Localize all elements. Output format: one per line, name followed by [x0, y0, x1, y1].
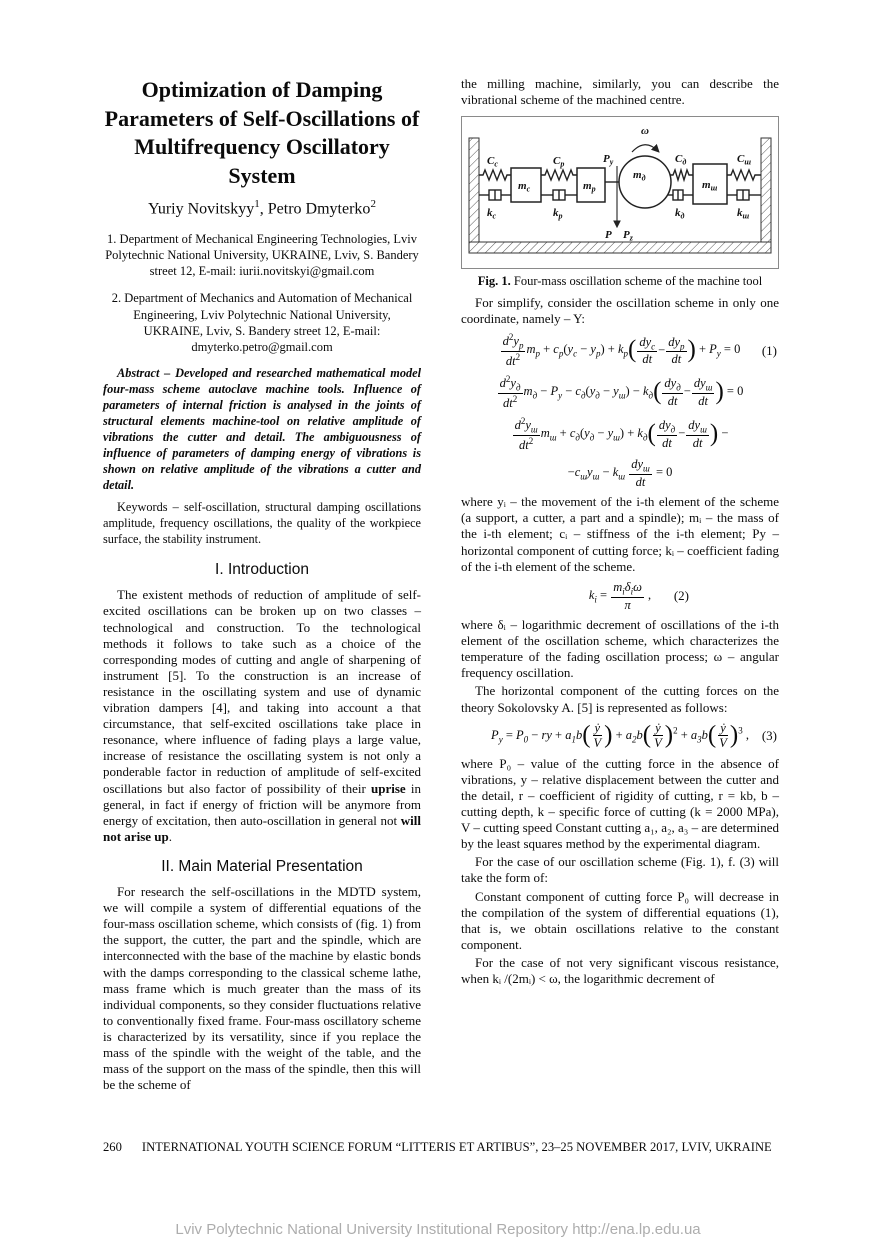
simplify-paragraph: For simplify, consider the oscillation scheme in only one coordinate, namely – Y:: [461, 295, 779, 327]
label-Cd: $C_д$: [675, 153, 687, 167]
two-column-layout: [103, 76, 779, 1095]
intro-text-b: in general, in fact if energy of friction will be anymore from energy of excitation, then auto-oscillation in general not: [103, 780, 421, 828]
equation-2-number: (2): [673, 587, 689, 603]
case-paragraph: For the case of our oscillation scheme (Fig. 1), f. (3) will take the form of:: [461, 854, 779, 886]
equation-1-line-3-row: [461, 416, 779, 453]
author-2-affiliation-mark: 2: [370, 198, 376, 211]
figure-1-caption-label: Fig. 1.: [477, 274, 511, 289]
equation-2-row: [461, 580, 779, 612]
section-1-heading: I. Introduction: [215, 561, 309, 579]
equation-2: $k_i$ = $\frac{m_i\delta_i\omega}{\pi}$ ,: [588, 579, 652, 612]
damper-ksh: [727, 190, 761, 200]
introduction-paragraph: [103, 587, 421, 845]
abstract: Abstract – Developed and researched mathematical model four-mass scheme autoclave machine tools. Influence of parameters of internal friction is analysed in the joints of structural elements machine-tool on relative amplitude of vibrations the cutter and detail. The ambiguousness of influence of parameters of damping energy of vibrations is shown on relative amplitude of the vibrations a cutter and detail.: [103, 366, 421, 493]
section-2-heading: II. Main Material Presentation: [161, 858, 363, 876]
paper-title: Optimization of Damping Parameters of Self-Oscillations of Multifrequency Oscillatory System: [104, 77, 420, 188]
repository-watermark: Lviv Polytechnic National University Institutional Repository http://ena.lp.edu.ua: [175, 1221, 701, 1238]
left-wall: [469, 138, 479, 242]
label-md: $m_д$: [633, 169, 646, 183]
figure-1: [461, 116, 779, 289]
sokolovsky-paragraph: The horizontal component of the cutting forces on the theory Sokolovsky A. [5] is represented as follows:: [461, 683, 779, 715]
intro-bold-uprise: uprise: [371, 780, 406, 796]
author-1-affiliation-mark: 1: [254, 198, 260, 211]
author-separator: ,: [259, 200, 268, 218]
continuation-paragraph: the milling machine, similarly, you can describe the vibrational scheme of the machined centre.: [461, 76, 779, 108]
author-2: Petro Dmyterko: [267, 200, 371, 218]
where-paragraph-1: where yᵢ – the movement of the i-th element of the scheme (a support, a cutter, a part and a spindle); mᵢ – the mass of the i-th element; cᵢ – stiffness of the i-th element; Py – horizontal component of cutting force; kᵢ – coefficient fading of the i-th element of the scheme.: [461, 494, 779, 574]
label-Pz: $P_z$: [623, 229, 633, 243]
equation-1-line-3: $\frac{d^2y_ш}{dt^2}$ $m_ш + c_д(y_д - y_ш) + k_д$( $\frac{dy_д}{dt}$ − $\frac{dy_ш}{dt}$ ) −: [514, 415, 729, 452]
label-Csh: $C_ш$: [737, 153, 752, 167]
spring-cc: [479, 170, 511, 180]
label-Py: $P_y$: [603, 153, 614, 167]
footer-conference-text: INTERNATIONAL YOUTH SCIENCE FORUM “LITTERIS ET ARTIBUS”, 23–25 NOVEMBER 2017, LVIV, UKRAINE: [141, 1140, 772, 1154]
equation-3: $P_y = P_0$ − ry + $a_1b$( $\frac{\text{ẏ}}{V}$ ) + $a_2b$( $\frac{\text{ẏ}}{V}$ )$^2 + a_3b$( $\frac{\text{ẏ}}{V}$ )$^3$ ,: [491, 720, 749, 751]
author-1: Yuriy Novitskyy: [148, 200, 255, 218]
label-mp: $m_p$: [583, 180, 596, 194]
figure-1-caption-text: Four-mass oscillation scheme of the machine tool: [510, 274, 763, 289]
where-paragraph-3: where P₀ – value of the cutting force in the absence of vibrations, y – relative displacement between the cutter and the detail, r – coefficient of rigidity of cutting, r = kb, b – cutting depth, k – specific force of cutting (k = 2000 MPa), V – cutting speed Constant cutting a₁, a₂, a₃ – are determined by the least squares method by the experimental diagram.: [461, 755, 779, 852]
label-kd: $k_д$: [675, 207, 685, 221]
right-wall: [761, 138, 771, 242]
figure-1-image: [461, 116, 779, 269]
equation-1-line-2: $\frac{d^2y_д}{dt^2}$ $m_д - P_y - c_д(y_д - y_ш) - k_д$( $\frac{dy_д}{dt}$ − $\frac{dy_ш}{dt}$ ) = 0: [499, 373, 744, 411]
label-P: P: [605, 229, 612, 242]
constant-component-paragraph: Constant component of cutting force P₀ will decrease in the compilation of the system of differential equations (1), that is, we obtain oscillations relative to the constant component.: [461, 888, 779, 952]
right-column: [461, 76, 779, 1095]
label-ksh: $k_ш$: [737, 207, 750, 221]
four-mass-scheme-diagram: [465, 120, 775, 260]
equation-1-line-4: $-c_шy_ш - k_ш$ $\frac{dy_ш}{dt}$ = 0: [567, 457, 673, 489]
label-mc: $m_c$: [518, 180, 531, 194]
affiliation-2: 2. Department of Mechanics and Automation of Mechanical Engineering, Lviv Polytechnic National University, UKRAINE, Lviv, S. Bandery street 12, E-mail: dmyterko.petro@gmail.com: [111, 291, 413, 355]
intro-text-a: The existent methods of reduction of amplitude of self-excited oscillations can be broken up on two classes – technological and construction. To the technological methods it follows to take such as a choice of the corresponding modes of cutting and angle of sharpening of instrument [5]. To the construction is an increase of resistance in the oscillating system and use of dynamic vibration dampers [4], and taking into account a that circumstance, that self-excited oscillations take place in resonance, where influence of fading plays a large value, increase of resistance the oscillating system is not only a ponderable factor in reduction of amplitude of self-excited oscillations but also factor of possibility of their: [103, 587, 421, 796]
ground: [469, 242, 771, 253]
omega-rotation-arrow: [632, 145, 658, 152]
label-msh: $m_ш$: [702, 179, 718, 193]
equation-1-line-4-row: [461, 457, 779, 489]
equation-1-line-1-row: [461, 332, 779, 369]
spring-cd: [670, 170, 693, 180]
label-Cp: $C_p$: [553, 155, 565, 169]
equation-1-line-2-row: [461, 374, 779, 411]
left-column: [103, 76, 421, 1095]
label-Cc: $C_c$: [487, 155, 498, 169]
intro-bold-arise: will not arise up: [103, 812, 421, 844]
label-omega: ω: [641, 125, 649, 138]
page-footer: [103, 1140, 779, 1155]
authors-line: [103, 198, 421, 218]
spring-csh: [727, 170, 761, 180]
intro-text-c: .: [168, 828, 172, 844]
affiliation-1: 1. Department of Mechanical Engineering Technologies, Lviv Polytechnic National University, UKRAINE, Lviv, S. Bandery street 12, E-mail: iurii.novitskyi@gmail.com: [105, 231, 419, 279]
figure-1-caption: [461, 274, 779, 289]
spring-cp: [541, 170, 577, 180]
equation-3-row: [461, 721, 779, 751]
label-kp: $k_p$: [553, 207, 563, 221]
viscous-resistance-paragraph: For the case of not very significant viscous resistance, when kᵢ /(2mᵢ) < ω, the logarithmic decrement of: [461, 954, 779, 987]
page-number: 260: [103, 1140, 122, 1154]
label-kc: $k_c$: [487, 207, 497, 221]
equation-1-number: (1): [761, 342, 777, 358]
main-material-paragraph: For research the self-oscillations in the MDTD system, we will compile a system of differential equations of the four-mass oscillation scheme, which consists of (fig. 1) from the support, the cutter, the part and the spindle, which are interconnected with the base of the machine by elastic bonds with the damps corresponding to the classical scheme lathe, mass frame which is much greater than the mass of its individual components, so they consider fluctuations relative to conventionally fixed frame. Four-mass oscillatory scheme is characterized by its versatility, since if you replace the mass of the spindle with the weight of the table, and the mass of the support on the mass of the spindle, then this will be the scheme of: [103, 884, 421, 1093]
damper-kp: [541, 190, 577, 200]
damper-kc: [479, 190, 511, 200]
equation-3-number: (3): [761, 727, 777, 743]
where-paragraph-2: where δᵢ – logarithmic decrement of oscillations of the i-th element of the oscillation scheme, which characterizes the temperature of the fading oscillation process; ω – angular frequency oscillation.: [461, 617, 779, 681]
equation-1-line-1: $\frac{d^2y_p}{dt^2}$ $m_p + c_p(y_c - y_p) + k_p$( $\frac{dy_c}{dt}$ − $\frac{dy_p}{dt}$ ) + $P_y = 0$: [502, 332, 741, 369]
keywords: Keywords – self-oscillation, structural damping oscillations amplitude, frequency oscillations, the quality of the workpiece surface, the stability instrument.: [103, 500, 421, 547]
damper-kd: [668, 190, 693, 200]
